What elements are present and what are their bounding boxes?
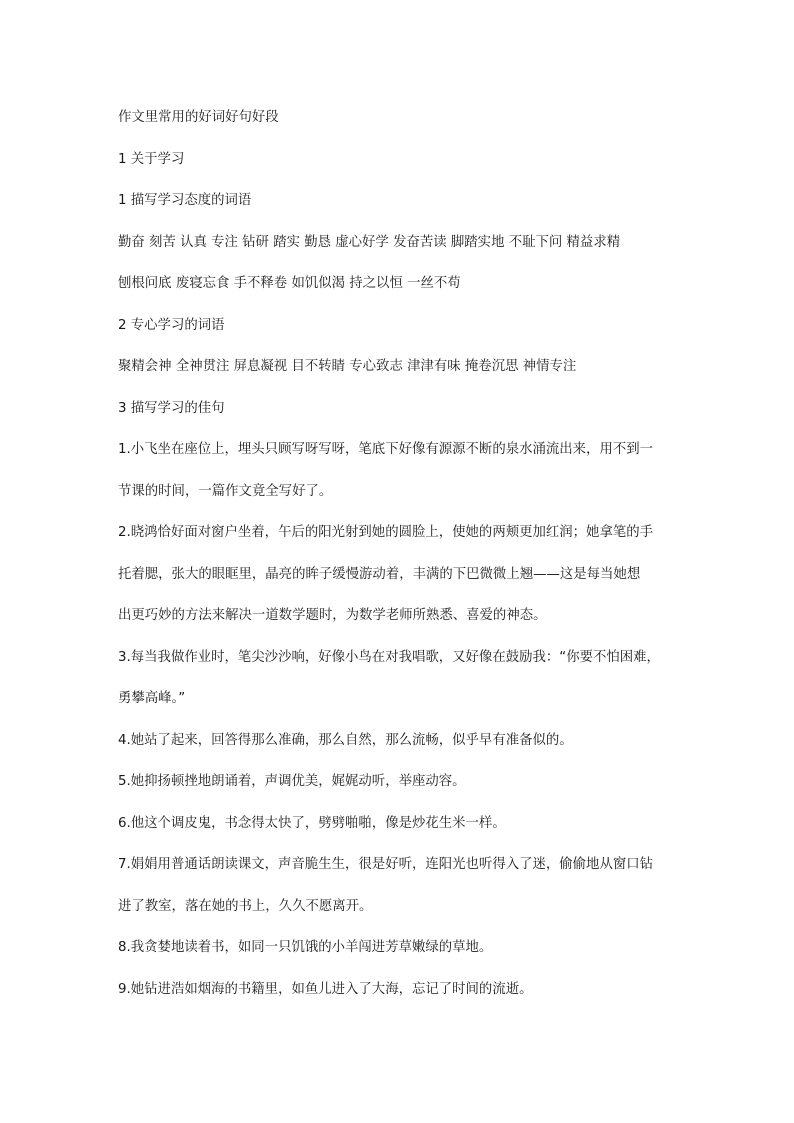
word-list-line: 勤奋 刻苦 认真 专注 钻研 踏实 勤恳 虚心好学 发奋苦读 脚踏实地 不耻下问 精益求精 — [118, 235, 621, 250]
sentence-line: 勇攀高峰。” — [118, 691, 186, 706]
word-list-line: 刨根问底 废寝忘食 手不释卷 如饥似渴 持之以恒 一丝不苟 — [118, 276, 461, 291]
sentence-line: 9.她钻进浩如烟海的书籍里，如鱼儿进入了大海，忘记了时间的流逝。 — [118, 982, 533, 997]
sentence-line: 托着腮，张大的眼眶里，晶亮的眸子缓慢游动着，丰满的下巴微微上翘——这是每当她想 — [118, 567, 641, 582]
sentence-line: 7.娟娟用普通话朗读课文，声音脆生生，很是好听，连阳光也听得入了迷，偷偷地从窗口钻 — [118, 857, 654, 872]
sentence-line: 1.小飞坐在座位上，埋头只顾写呀写呀，笔底下好像有源源不断的泉水涌流出来，用不到一 — [118, 442, 654, 457]
sentence-line: 3.每当我做作业时，笔尖沙沙响，好像小鸟在对我唱歌，又好像在鼓励我：“你要不怕困难， — [118, 650, 660, 665]
subsection-heading: 3 描写学习的佳句 — [118, 401, 225, 416]
sentence-line: 4.她站了起来，回答得那么准确，那么自然，那么流畅，似乎早有准备似的。 — [118, 733, 573, 748]
sentence-line: 进了教室，落在她的书上，久久不愿离开。 — [118, 899, 373, 914]
subsection-heading: 1 描写学习态度的词语 — [118, 193, 252, 208]
document-title: 作文里常用的好词好句好段 — [118, 110, 279, 125]
sentence-line: 出更巧妙的方法来解决一道数学题时，为数学老师所熟悉、喜爱的神态。 — [118, 608, 547, 623]
sentence-line: 6.他这个调皮鬼，书念得太快了，劈劈啪啪，像是炒花生米一样。 — [118, 816, 506, 831]
section-heading: 1 关于学习 — [118, 152, 185, 167]
sentence-line: 2.晓鸿恰好面对窗户坐着，午后的阳光射到她的圆脸上，使她的两颊更加红润；她拿笔的手 — [118, 525, 654, 540]
word-list-line: 聚精会神 全神贯注 屏息凝视 目不转睛 专心致志 津津有味 掩卷沉思 神情专注 — [118, 359, 577, 374]
sentence-line: 8.我贪婪地读着书，如同一只饥饿的小羊闯进芳草嫩绿的草地。 — [118, 940, 493, 955]
sentence-line: 5.她抑扬顿挫地朗诵着，声调优美，娓娓动听，举座动容。 — [118, 774, 466, 789]
subsection-heading: 2 专心学习的词语 — [118, 318, 225, 333]
sentence-line: 节课的时间，一篇作文竟全写好了。 — [118, 484, 333, 499]
